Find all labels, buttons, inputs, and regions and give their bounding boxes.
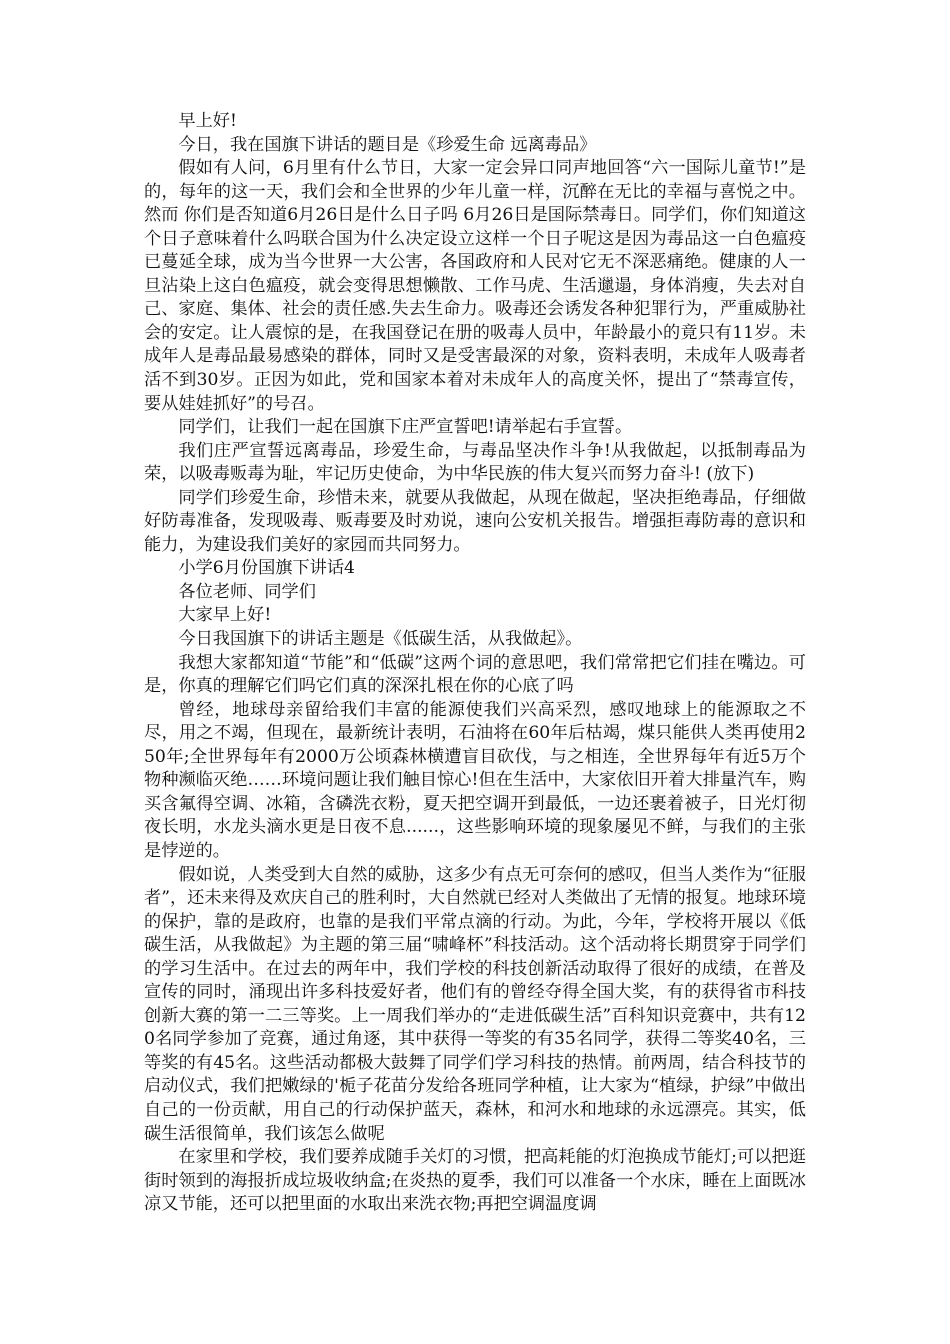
salutation: 各位老师、同学们	[178, 581, 316, 602]
paragraph-closing: 同学们珍爱生命，珍惜未来，就要从我做起，从现在做起，坚决拒绝毒品，仔细做好防毒准备，发现吸毒、贩毒要及时劝说，速向公安机关报告。增强拒毒防毒的意识和能力，为建设我们美好的家园而共同努力。	[144, 487, 806, 555]
document-body	[144, 110, 806, 1217]
paragraph-low-carbon-intro: 我想大家都知道“节能”和“低碳”这两个词的意思吧，我们常常把它们挂在嘴边。可是，你真的理解它们吗它们真的深深扎根在你的心底了吗	[144, 652, 806, 697]
paragraph-home-school: 在家里和学校，我们要养成随手关灯的习惯，把高耗能的灯泡换成节能灯;可以把逛街时领到的海报折成垃圾收纳盒;在炎热的夏季，我们可以准备一个水床，睡在上面既冰凉又节能，还可以把里面的水取出来洗衣物;再把空调温度调	[144, 1147, 806, 1215]
greeting: 早上好!	[178, 111, 237, 131]
paragraph-oath-invite: 同学们，让我们一起在国旗下庄严宣誓吧!请举起右手宣誓。	[178, 417, 633, 438]
greeting-2: 大家早上好!	[178, 605, 272, 626]
section-heading: 小学6月份国旗下讲话4	[178, 558, 355, 579]
paragraph-activities: 假如说，人类受到大自然的威胁，这多少有点无可奈何的感叹，但当人类作为“征服者”，还未来得及欢庆自己的胜利时，大自然就已经对人类做出了无情的报复。地球环境的保护，靠的是政府，也靠的是我们平常点滴的行动。为此，今年，学校将开展以《低碳生活，从我做起》为主题的第三届“啸峰杯”科技活动。这个活动将长期贯穿于同学们的学习生活中。在过去的两年中，我们学校的科技创新活动取得了很好的成绩，在普及宣传的同时，涌现出许多科技爱好者，他们有的曾经夺得全国大奖，有的获得省市科技创新大赛的第一二三等奖。上一周我们举办的“走进低碳生活”百科知识竞赛中，共有120名同学参加了竞赛，通过角逐，其中获得一等奖的有35名同学，获得二等奖40名，三等奖的有45名。这些活动都极大鼓舞了同学们学习科技的热情。前两周，结合科技节的启动仪式，我们把嫩绿的'栀子花苗分发给各班同学种植，让大家为“植绿，护绿”中做出自己的一份贡献，用自己的行动保护蓝天，森林，和河水和地球的永远漂亮。其实，低碳生活很简单，我们该怎么做呢	[144, 864, 806, 1144]
speech-title-line: 今日，我在国旗下讲话的题目是《珍爱生命 远离毒品》	[178, 134, 597, 155]
paragraph-drug-day: 假如有人问，6月里有什么节日，大家一定会异口同声地回答“六一国际儿童节!”是的，每年的这一天，我们会和全世界的少年儿童一样，沉醉在无比的幸福与喜悦之中。然而 你们是否知道6月26日是什么日子吗 6月26日是国际禁毒日。同学们，你们知道这个日子意味着什么吗联合国为什么决定设立这样一个日子呢这是因为毒品这一白色瘟疫已蔓延全球，成为当今世界一大公害，各国政府和人民对它无不深恶痛绝。健康的人一旦沾染上这白色瘟疫，就会变得思想懒散、工作马虎、生活邋遢，身体消瘦，失去对自己、家庭、集体、社会的责任感.失去生命力。吸毒还会诱发各种犯罪行为，严重威胁社会的安定。让人震惊的是，在我国登记在册的吸毒人员中，年龄最小的竟只有11岁。未成年人是毒品最易感染的群体，同时又是受害最深的对象，资料表明，未成年人吸毒者活不到30岁。正因为如此，党和国家本着对未成年人的高度关怀，提出了“禁毒宣传，要从娃娃抓好”的号召。	[144, 158, 806, 414]
paragraph-oath: 我们庄严宣誓远离毒品，珍爱生命，与毒品坚决作斗争!从我做起，以抵制毒品为荣，以吸毒贩毒为耻，牢记历史使命，为中华民族的伟大复兴而努力奋斗! (放下)	[144, 440, 806, 485]
paragraph-energy: 曾经，地球母亲留给我们丰富的能源使我们兴高采烈，感叹地球上的能源取之不尽，用之不竭，但现在，最新统计表明，石油将在60年后枯竭，煤只能供人类再使用250年;全世界每年有2000万公顷森林横遭盲目砍伐，与之相连，全世界每年有近5万个物种濒临灭绝……环境问题让我们触目惊心!但在生活中，大家依旧开着大排量汽车，购买含氟得空调、冰箱，含磷洗衣粉，夏天把空调开到最低，一边还裹着被子，日光灯彻夜长明，水龙头滴水更是日夜不息......，这些影响环境的现象屡见不鲜，与我们的主张是悖逆的。	[144, 699, 806, 861]
speech-topic-line: 今日我国旗下的讲话主题是《低碳生活，从我做起》。	[178, 629, 583, 650]
